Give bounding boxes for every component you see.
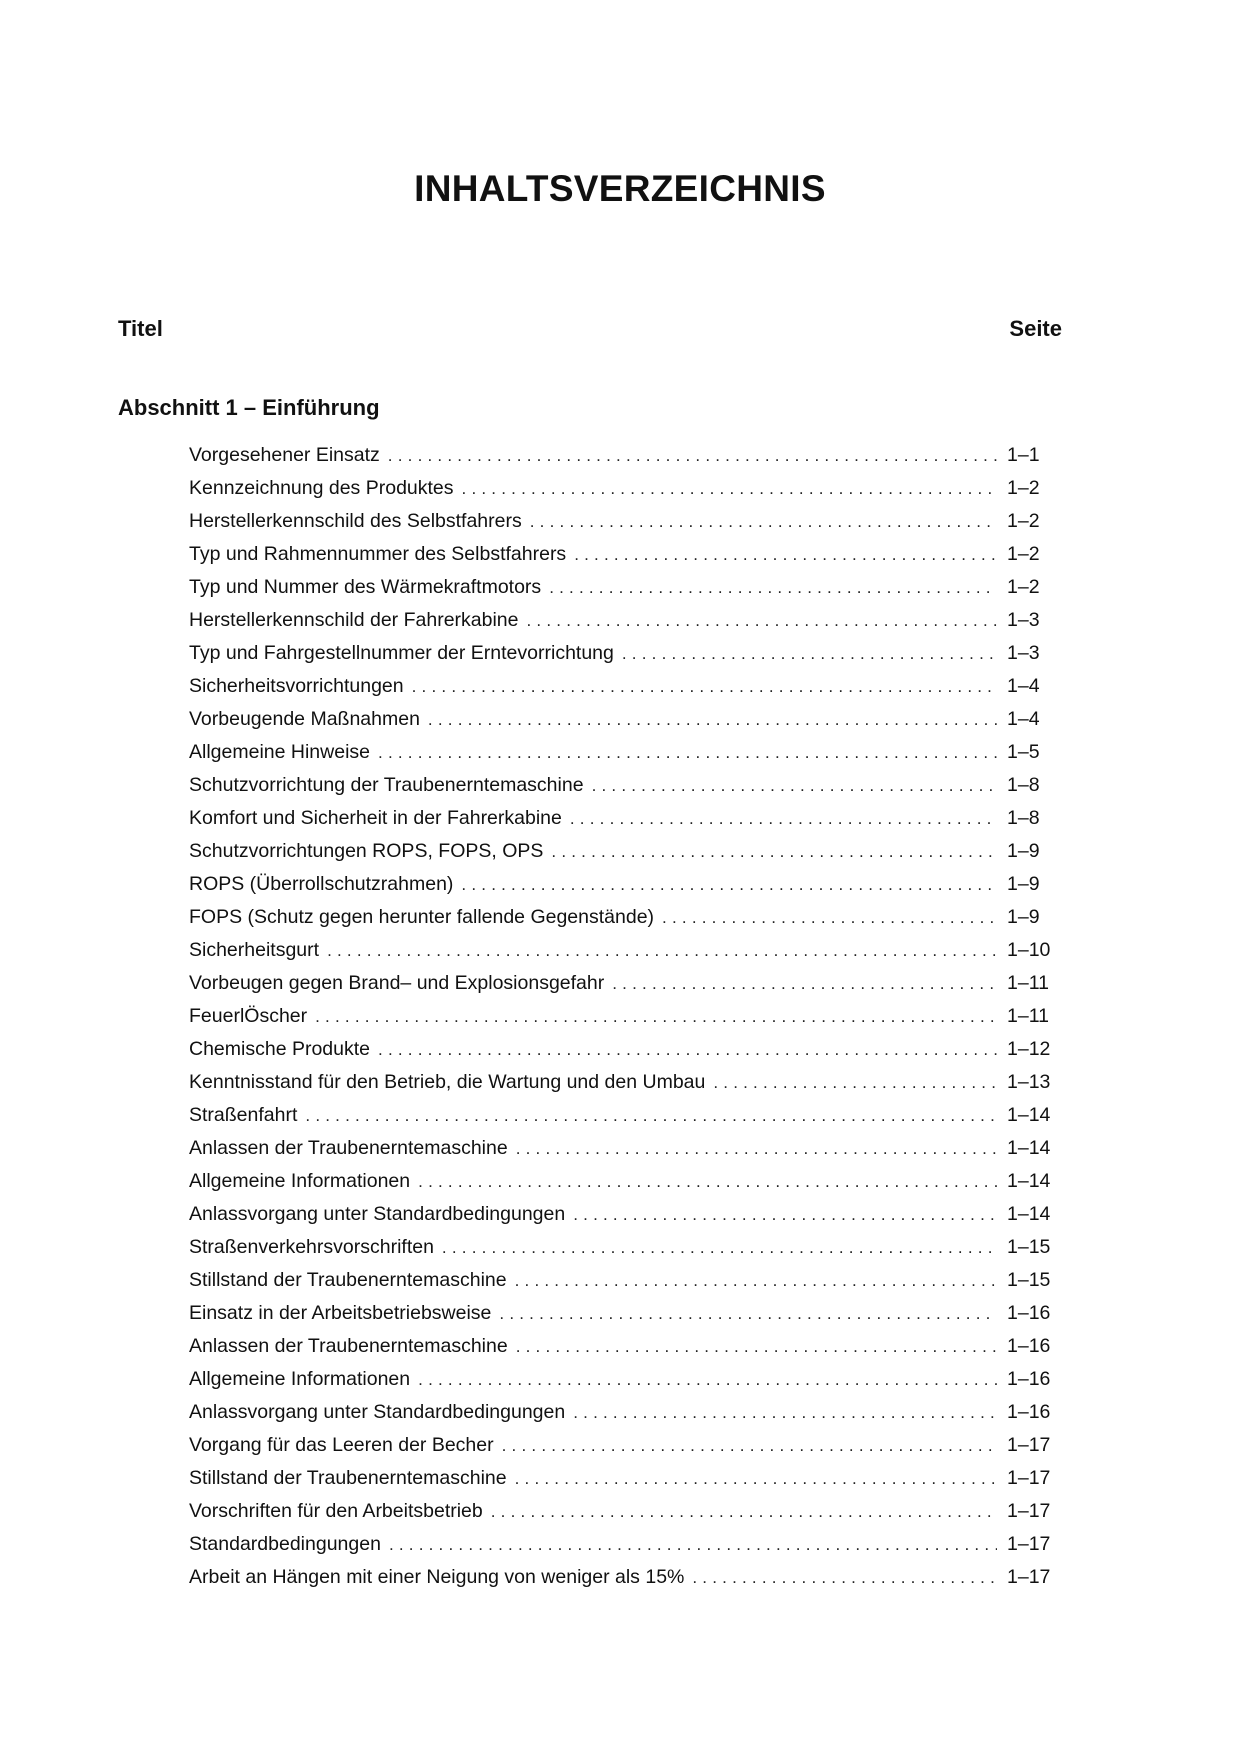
toc-entry[interactable] [189,1466,1063,1499]
toc-entry-page: 1–2 [1007,510,1040,532]
toc-entry-title: Arbeit an Hängen mit einer Neigung von weniger als 15% [189,1566,685,1588]
toc-entry-title: Typ und Rahmennummer des Selbstfahrers [189,543,567,565]
toc-dot-leader [573,1203,997,1227]
toc-entry-page: 1–10 [1007,939,1051,961]
toc-entry[interactable] [189,1334,1063,1367]
toc-entry-page: 1–14 [1007,1170,1051,1192]
toc-entry[interactable] [189,707,1063,740]
toc-entry-title: Kenntnisstand für den Betrieb, die Wartung und den Umbau [189,1071,706,1093]
toc-dot-leader [692,1566,997,1590]
toc-entry-title: Vorbeugende Maßnahmen [189,708,420,730]
toc-entry[interactable] [189,1202,1063,1235]
toc-dot-leader [662,906,997,930]
toc-dot-leader [515,1467,997,1491]
page-title: INHALTSVERZEICHNIS [414,167,826,209]
toc-entry-title: ROPS (Überrollschutzrahmen) [189,873,454,895]
toc-dot-leader [378,1038,997,1062]
toc-entry-title: Herstellerkennschild der Fahrerkabine [189,609,519,631]
toc-entry-title: Allgemeine Hinweise [189,741,371,763]
toc-dot-leader [530,510,997,534]
toc-entry-page: 1–17 [1007,1467,1051,1489]
toc-entry-page: 1–16 [1007,1335,1051,1357]
toc-entry-title: FeuerlÖscher [189,1005,308,1027]
toc-entry[interactable] [189,806,1063,839]
toc-entry[interactable] [189,443,1063,476]
toc-entry[interactable] [189,608,1063,641]
toc-dot-leader [499,1302,997,1326]
toc-entry[interactable] [189,1532,1063,1565]
toc-entry[interactable] [189,1301,1063,1334]
toc-entry-title: Straßenfahrt [189,1104,298,1126]
toc-entry-title: Sicherheitsvorrichtungen [189,675,404,697]
toc-list [189,443,1063,1598]
toc-entry-title: Stillstand der Traubenerntemaschine [189,1269,507,1291]
toc-entry-page: 1–4 [1007,675,1040,697]
toc-entry-page: 1–13 [1007,1071,1051,1093]
toc-entry-page: 1–15 [1007,1269,1051,1291]
toc-entry-title: Stillstand der Traubenerntemaschine [189,1467,507,1489]
toc-dot-leader [418,1170,997,1194]
toc-entry[interactable] [189,1004,1063,1037]
column-header-title: Titel [118,316,163,341]
toc-entry[interactable] [189,1136,1063,1169]
toc-entry-page: 1–11 [1007,1005,1049,1027]
toc-entry[interactable] [189,740,1063,773]
toc-entry-title: Vorgesehener Einsatz [189,444,380,466]
toc-entry-page: 1–3 [1007,609,1040,631]
toc-entry[interactable] [189,1103,1063,1136]
toc-entry-title: Chemische Produkte [189,1038,371,1060]
toc-entry-title: Vorgang für das Leeren der Becher [189,1434,494,1456]
toc-dot-leader [412,675,997,699]
toc-dot-leader [570,807,997,831]
toc-entry[interactable] [189,1499,1063,1532]
toc-dot-leader [315,1005,997,1029]
toc-dot-leader [516,1137,997,1161]
toc-entry-page: 1–11 [1007,972,1049,994]
toc-dot-leader [551,840,997,864]
toc-dot-leader [516,1335,997,1359]
toc-entry-page: 1–8 [1007,807,1040,829]
toc-entry-page: 1–4 [1007,708,1040,730]
toc-entry[interactable] [189,1169,1063,1202]
toc-entry[interactable] [189,773,1063,806]
toc-entry-title: Schutzvorrichtung der Traubenerntemaschine [189,774,584,796]
toc-entry-page: 1–9 [1007,840,1040,862]
toc-entry-title: Kennzeichnung des Produktes [189,477,454,499]
toc-dot-leader [622,642,997,666]
toc-entry-page: 1–17 [1007,1434,1051,1456]
toc-entry-title: Vorbeugen gegen Brand– und Explosionsgefahr [189,972,605,994]
toc-entry-page: 1–17 [1007,1533,1051,1555]
toc-entry-title: FOPS (Schutz gegen herunter fallende Gegenstände) [189,906,655,928]
toc-entry-page: 1–17 [1007,1566,1051,1588]
toc-dot-leader [378,741,997,765]
toc-entry[interactable] [189,1367,1063,1400]
section-heading: Abschnitt 1 – Einführung [118,395,380,420]
toc-entry-title: Herstellerkennschild des Selbstfahrers [189,510,522,532]
toc-dot-leader [461,873,997,897]
toc-dot-leader [327,939,997,963]
toc-entry-page: 1–14 [1007,1104,1051,1126]
toc-entry[interactable] [189,674,1063,707]
toc-entry[interactable] [189,509,1063,542]
toc-dot-leader [574,543,997,567]
toc-entry-title: Sicherheitsgurt [189,939,320,961]
column-header-page: Seite [1009,316,1062,341]
toc-entry-page: 1–14 [1007,1137,1051,1159]
toc-dot-leader [713,1071,997,1095]
toc-entry-page: 1–16 [1007,1401,1051,1423]
toc-dot-leader [502,1434,997,1458]
toc-entry-page: 1–12 [1007,1038,1051,1060]
toc-entry-page: 1–15 [1007,1236,1051,1258]
toc-entry[interactable] [189,905,1063,938]
toc-entry[interactable] [189,938,1063,971]
toc-entry[interactable] [189,872,1063,905]
toc-entry[interactable] [189,1037,1063,1070]
toc-entry[interactable] [189,971,1063,1004]
toc-dot-leader [592,774,997,798]
toc-entry-title: Allgemeine Informationen [189,1170,411,1192]
toc-dot-leader [462,477,997,501]
toc-entry-title: Standardbedingungen [189,1533,381,1555]
toc-entry-title: Typ und Fahrgestellnummer der Erntevorrichtung [189,642,614,664]
toc-entry-page: 1–16 [1007,1302,1051,1324]
toc-entry-page: 1–8 [1007,774,1040,796]
toc-entry-page: 1–1 [1007,444,1040,466]
toc-dot-leader [549,576,997,600]
toc-entry-title: Einsatz in der Arbeitsbetriebsweise [189,1302,492,1324]
toc-entry-page: 1–2 [1007,576,1040,598]
toc-entry[interactable] [189,1235,1063,1268]
toc-entry-title: Anlassvorgang unter Standardbedingungen [189,1401,566,1423]
toc-entry-title: Anlassen der Traubenerntemaschine [189,1335,508,1357]
toc-dot-leader [428,708,997,732]
toc-dot-leader [305,1104,997,1128]
toc-entry[interactable] [189,542,1063,575]
toc-entry-title: Typ und Nummer des Wärmekraftmotors [189,576,542,598]
toc-entry[interactable] [189,1565,1063,1598]
toc-entry[interactable] [189,1400,1063,1433]
toc-entry[interactable] [189,575,1063,608]
toc-entry-page: 1–3 [1007,642,1040,664]
toc-entry-title: Vorschriften für den Arbeitsbetrieb [189,1500,483,1522]
toc-entry[interactable] [189,1433,1063,1466]
toc-entry-page: 1–9 [1007,873,1040,895]
toc-dot-leader [573,1401,997,1425]
toc-entry-page: 1–2 [1007,477,1040,499]
toc-entry-title: Straßenverkehrsvorschriften [189,1236,434,1258]
toc-entry-page: 1–16 [1007,1368,1051,1390]
toc-dot-leader [515,1269,997,1293]
toc-dot-leader [442,1236,997,1260]
toc-entry-page: 1–17 [1007,1500,1051,1522]
toc-dot-leader [389,1533,997,1557]
toc-entry-title: Schutzvorrichtungen ROPS, FOPS, OPS [189,840,544,862]
toc-dot-leader [388,444,997,468]
toc-dot-leader [418,1368,997,1392]
toc-entry[interactable] [189,641,1063,674]
toc-entry[interactable] [189,476,1063,509]
toc-entry-title: Anlassvorgang unter Standardbedingungen [189,1203,566,1225]
toc-entry-title: Allgemeine Informationen [189,1368,411,1390]
toc-entry[interactable] [189,839,1063,872]
toc-entry-title: Komfort und Sicherheit in der Fahrerkabine [189,807,562,829]
toc-entry[interactable] [189,1070,1063,1103]
toc-entry-title: Anlassen der Traubenerntemaschine [189,1137,508,1159]
column-headers [118,316,1062,342]
toc-entry-page: 1–9 [1007,906,1040,928]
toc-entry-page: 1–2 [1007,543,1040,565]
toc-entry-page: 1–5 [1007,741,1040,763]
toc-entry-page: 1–14 [1007,1203,1051,1225]
toc-dot-leader [612,972,997,996]
toc-dot-leader [527,609,998,633]
toc-dot-leader [491,1500,997,1524]
toc-entry[interactable] [189,1268,1063,1301]
